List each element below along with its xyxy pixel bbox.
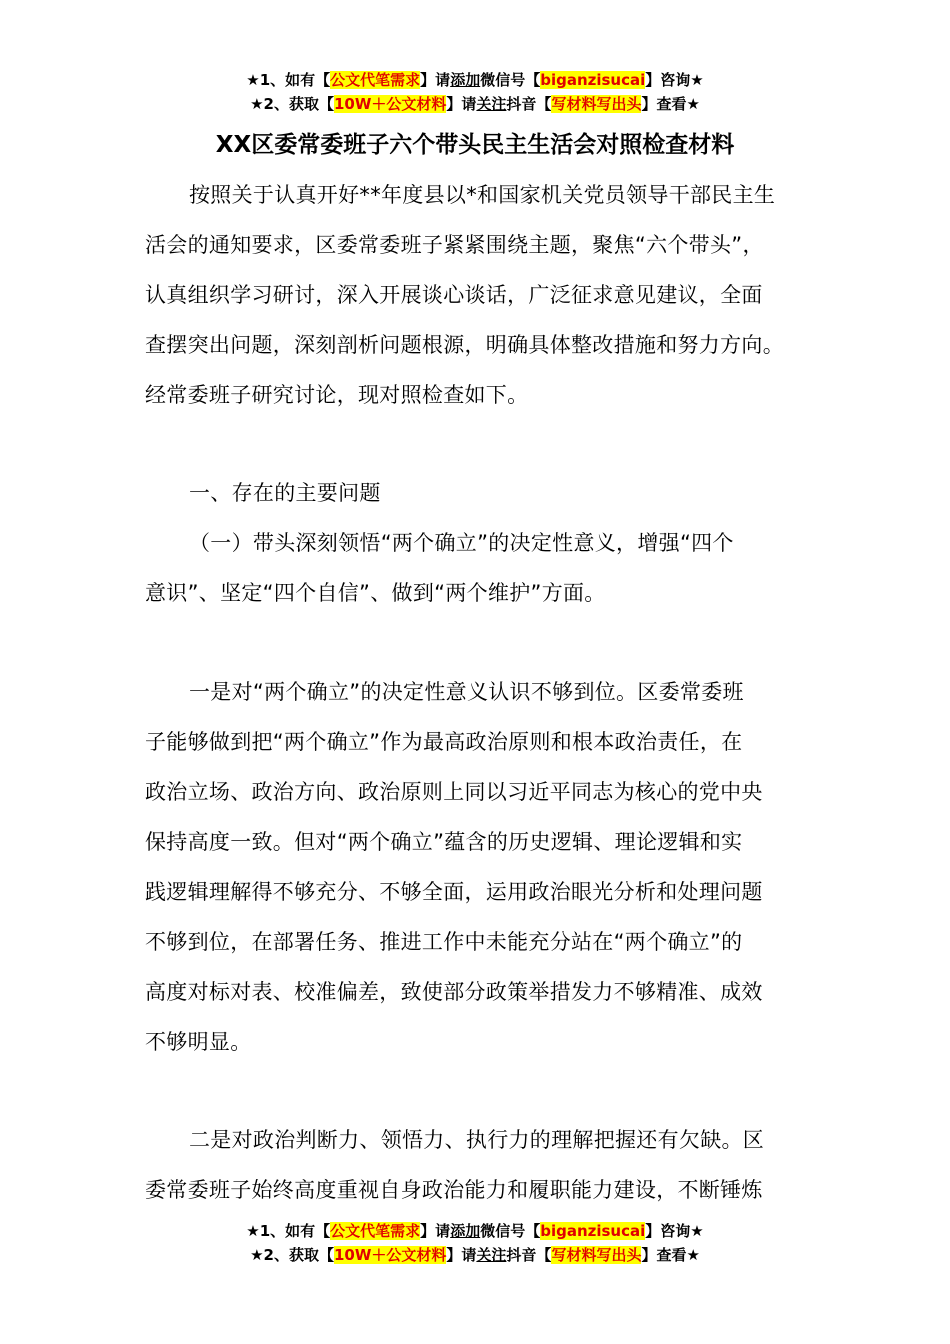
banner-line-2: [0, 92, 950, 116]
banner-highlight: 10W＋公文材料: [333, 1246, 447, 1264]
banner-text: ★1、如有【: [246, 71, 331, 89]
banner-text: 】请: [420, 71, 451, 89]
text-line: 活会的通知要求，区委常委班子紧紧围绕主题，聚焦“六个带头”，: [145, 233, 764, 257]
banner-text: 】请: [420, 1222, 451, 1240]
text-line: 经常委班子研究讨论，现对照检查如下。: [145, 383, 529, 407]
subsection-heading: [145, 518, 825, 618]
banner-text: ★1、如有【: [246, 1222, 331, 1240]
text-line: 不够明显。: [145, 1030, 252, 1054]
text-line: 高度对标对表、校准偏差，致使部分政策举措发力不够精准、成效: [145, 980, 763, 1004]
banner-text: 抖音【: [506, 95, 552, 113]
banner-line-1: [0, 1219, 950, 1243]
banner-highlight: 写材料写出头: [551, 95, 642, 113]
text-line: 一是对“两个确立”的决定性意义认识不够到位。区委常委班: [189, 680, 744, 704]
text-line: 政治立场、政治方向、政治原则上同以习近平同志为核心的党中央: [145, 780, 763, 804]
banner-text: ★2、获取【: [250, 1246, 334, 1264]
text-line: 二是对政治判断力、领悟力、执行力的理解把握还有欠缺。区: [189, 1128, 765, 1152]
text-line: 不够到位，在部署任务、推进工作中未能充分站在“两个确立”的: [145, 930, 743, 954]
banner-text: 】查看★: [641, 1246, 700, 1264]
section-heading: [145, 468, 825, 518]
text-line: 一、存在的主要问题: [189, 481, 381, 505]
text-line: （一）带头深刻领悟“两个确立”的决定性意义，增强“四个: [189, 531, 734, 555]
banner-line-1: [0, 68, 950, 92]
banner-underlined-text: 添加: [450, 1222, 481, 1240]
banner-underlined-text: 添加: [450, 71, 481, 89]
banner-text: ★2、获取【: [250, 95, 334, 113]
text-line: 委常委班子始终高度重视自身政治能力和履职能力建设，不断锤炼: [145, 1178, 763, 1202]
banner-highlight: 公文代笔需求: [330, 1222, 421, 1240]
text-line: 子能够做到把“两个确立”作为最高政治原则和根本政治责任，在: [145, 730, 743, 754]
banner-text: 微信号【: [480, 1222, 541, 1240]
banner-highlight: 公文代笔需求: [330, 71, 421, 89]
banner-text: 抖音【: [506, 1246, 552, 1264]
point-two-paragraph: [145, 1115, 825, 1215]
header-banner: [0, 68, 950, 116]
point-one-paragraph: [145, 667, 825, 1067]
text-line: 查摆突出问题，深刻剖析问题根源，明确具体整改措施和努力方向。: [145, 333, 784, 357]
banner-underlined-text: 关注: [476, 1246, 507, 1264]
banner-highlight: biganzisucai: [540, 1222, 646, 1240]
banner-underlined-text: 关注: [476, 95, 507, 113]
banner-text: 】咨询★: [645, 71, 704, 89]
text-line: 意识”、坚定“四个自信”、做到“两个维护”方面。: [145, 581, 606, 605]
banner-text: 微信号【: [480, 71, 541, 89]
banner-text: 】查看★: [641, 95, 700, 113]
banner-text: 】请: [446, 1246, 477, 1264]
banner-highlight: 写材料写出头: [551, 1246, 642, 1264]
banner-text: 】咨询★: [645, 1222, 704, 1240]
text-line: 认真组织学习研讨，深入开展谈心谈话，广泛征求意见建议，全面: [145, 283, 763, 307]
banner-line-2: [0, 1243, 950, 1267]
text-line: 保持高度一致。但对“两个确立”蕴含的历史逻辑、理论逻辑和实: [145, 830, 743, 854]
intro-paragraph: [145, 170, 825, 420]
banner-text: 】请: [446, 95, 477, 113]
banner-highlight: biganzisucai: [540, 71, 646, 89]
banner-highlight: 10W＋公文材料: [333, 95, 447, 113]
footer-banner: [0, 1219, 950, 1267]
document-title: XX区委常委班子六个带头民主生活会对照检查材料: [215, 132, 735, 158]
text-line: 践逻辑理解得不够充分、不够全面，运用政治眼光分析和处理问题: [145, 880, 763, 904]
text-line: 按照关于认真开好**年度县以*和国家机关党员领导干部民主生: [189, 183, 776, 207]
